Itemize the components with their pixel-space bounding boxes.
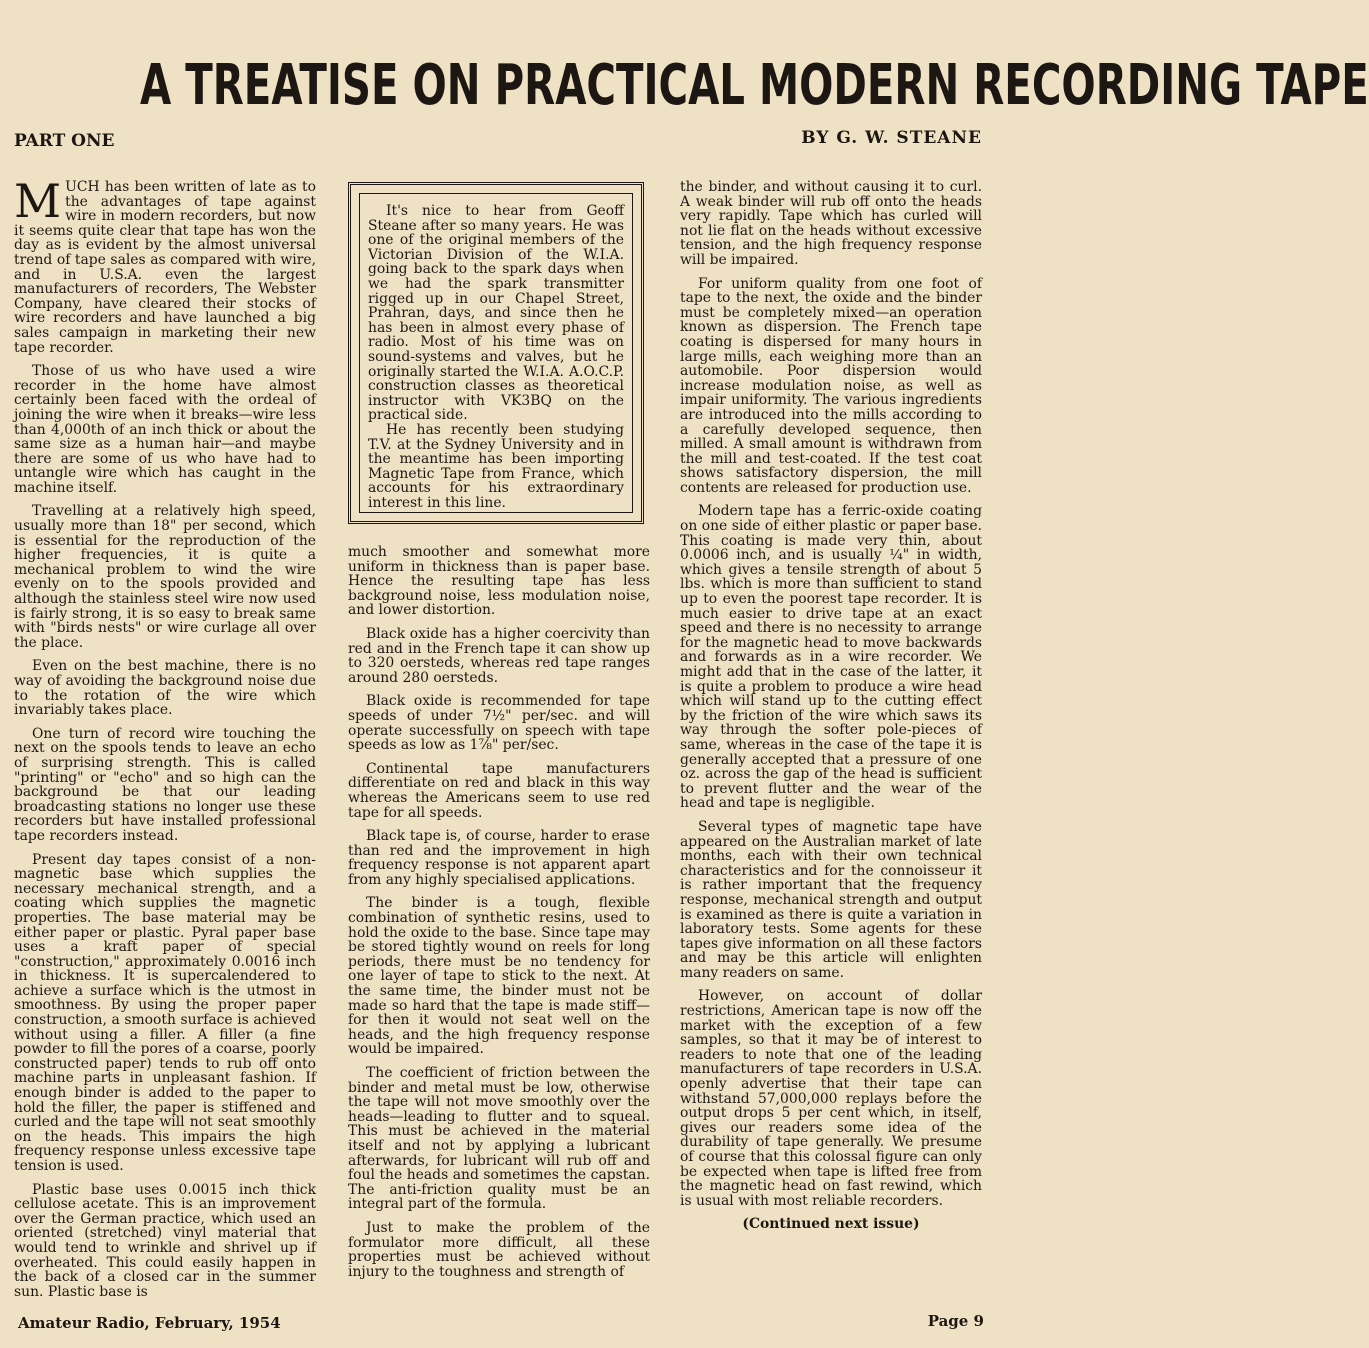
continued-notice: (Continued next issue) xyxy=(742,1216,920,1233)
paragraph: much smoother and somewhat more uniform in thickness than is paper base. Hence the resulting tape has less background noise, less modulation noise, and lower distortion. xyxy=(348,544,650,619)
editor-note-box xyxy=(348,182,644,524)
paragraph: MUCH has been written of late as to the advantages of tape against wire in modern recorders, but now it seems quite clear that tape has won the day as is evident by the almost universal trend of tape sales as compared with wire, and in U.S.A. even the largest manufacturers of recorders, The Webster Company, have cleared their stocks of wire recorders and have launched a big sales campaign in marketing their new tape recorder. xyxy=(14,174,316,356)
article-title: A TREATISE ON PRACTICAL MODERN RECORDING TAPE xyxy=(140,53,1369,118)
column-1 xyxy=(14,174,316,1308)
paragraph: The binder is a tough, flexible combination of synthetic resins, used to hold the oxide to the base. Since tape may be stored tightly wound on reels for long periods, there must be no tendency for one layer of tape to stick to the next. At the same time, the binder must not be made so hard that the tape is made stiff—for then it would not seat well on the heads, and the high frequency response would be impaired. xyxy=(348,895,650,1058)
paragraph: The coefficient of friction between the binder and metal must be low, otherwise the tape will not move smoothly over the heads—leading to flutter and to squeal. This must be achieved in the material itself and not by applying a lubricant afterwards, for lubricant will rub off and foul the heads and sometimes the capstan. The anti-friction quality must be an integral part of the formula. xyxy=(348,1065,650,1213)
paragraph: Black oxide has a higher coercivity than red and in the French tape it can show up to 320 oersteds, whereas red tape ranges around 280 oersteds. xyxy=(348,625,650,686)
paragraph: One turn of record wire touching the next on the spools tends to leave an echo of surprising strength. This is called "printing" or "echo" and so high can the background be that our leading broadcasting stations no longer use these recorders but have installed professional tape recorders instead. xyxy=(14,725,316,844)
paragraph: Present day tapes consist of a non-magnetic base which supplies the necessary mechanical strength, and a coating which supplies the magnetic properties. The base material may be either paper or plastic. Pyral paper base uses a kraft paper of special "construction," approximately 0.0016 inch in thickness. It is supercalendered to achieve a surface which is the utmost in smoothness. By using the proper paper construction, a smooth surface is achieved without using a filler. A filler (a fine powder to fill the pores of a coarse, poorly constructed paper) tends to rub off onto machine parts in unpleasant fashion. If enough binder is added to the paper to hold the filler, the paper is stiffened and curled and the tape will not seat smoothly on the heads. This impairs the high frequency response unless excessive tape tension is used. xyxy=(14,851,316,1174)
paragraph: the binder, and without causing it to curl. A weak binder will rub off onto the heads very rapidly. Tape which has curled will not lie flat on the heads without excessive tension, and the high frequency response will be impaired. xyxy=(680,179,982,268)
paragraph: Travelling at a relatively high speed, usually more than 18" per second, which is essential for the reproduction of the higher frequencies, it is quite a mechanical problem to wind the wire evenly on to the spools provided and although the stainless steel wire now used is fairly strong, it is so easy to break same with "birds nests" or wire curlage all over the place. xyxy=(14,503,316,651)
editor-note-paragraph: It's nice to hear from Geoff Steane after so many years. He was one of the original members of the Victorian Division of the W.I.A. going back to the spark days when we had the spark transmitter rigged up in our Chapel Street, Prahran, days, and since then he has been in almost every phase of radio. Most of his time was on sound-systems and valves, but he originally started the W.I.A. A.O.C.P. construction classes as theoretical instructor with VK3BQ on the practical side. xyxy=(368,203,624,424)
paragraph: Black tape is, of course, harder to erase than red and the improvement in high frequency response is not apparent apart from any highly specialised applications. xyxy=(348,828,650,888)
page-number: Page 9 xyxy=(927,1312,984,1330)
publication-footer: Amateur Radio, February, 1954 xyxy=(18,1314,281,1332)
editor-note-inner xyxy=(359,193,633,513)
column-2 xyxy=(348,545,650,1288)
paragraph: Plastic base uses 0.0015 inch thick cellulose acetate. This is an improvement over the German practice, which used an oriented (stretched) vinyl material that would tend to wrinkle and shrivel up if overheated. This could easily happen in the back of a closed car in the summer sun. Plastic base is xyxy=(14,1181,316,1300)
paragraph: Modern tape has a ferric-oxide coating on one side of either plastic or paper base. This coating is made very thin, about 0.0006 inch, and is usually ¼" in width, which gives a tensile strength of about 5 lbs. which is more than sufficient to stand up to even the poorest tape recorder. It is much easier to drive tape at an exact speed and there is no necessity to arrange for the magnetic head to move backwards and forwards as in a wire recorder. We might add that in the case of the latter, it is quite a problem to produce a wire head which will stand up to the cutting effect by the friction of the wire which saws its way through the softer pole-pieces of same, whereas in the case of the tape it is generally accepted that a pressure of one oz. across the gap of the head is sufficient to prevent flutter and the wear of the head and tape is negligible. xyxy=(680,503,982,812)
paragraph: However, on account of dollar restrictions, American tape is now off the market with the exception of a few samples, so that it may be of interest to readers to note that one of the leading manufacturers of tape recorders in U.S.A. openly advertise that their tape can withstand 57,000,000 replays before the output drops 5 per cent which, in itself, gives our readers some idea of the durability of tape generally. We presume of course that this colossal figure can only be expected when tape is lifted free from the magnetic head on fast rewind, which is usual with most reliable recorders. xyxy=(680,988,982,1209)
paragraph: Several types of magnetic tape have appeared on the Australian market of late months, each with their own technical characteristics and for the connoisseur it is rather important that the frequency response, mechanical strength and output is examined as there is quite a variation in laboratory tests. Some agents for these tapes give information on all these factors and may be this article will enlighten many readers on same. xyxy=(680,818,982,981)
column-3 xyxy=(680,180,982,1241)
part-label: PART ONE xyxy=(14,131,115,151)
drop-cap: M xyxy=(14,174,62,228)
paragraph: For uniform quality from one foot of tape to the next, the oxide and the binder must be completely mixed—an operation known as dispersion. The French tape coating is dispersed for many hours in large mills, each weighing more than an automobile. Poor dispersion would increase modulation noise, as well as impair uniformity. The various ingredients are introduced into the mills according to a carefully developed sequence, then milled. A small amount is withdrawn from the mill and test-coated. If the test coat shows satisfactory dispersion, the mill contents are released for production use. xyxy=(680,275,982,496)
editor-note-paragraph: He has recently been studying T.V. at the Sydney University and in the meantime has been importing Magnetic Tape from France, which accounts for his extraordinary interest in this line. xyxy=(368,421,624,511)
author-byline: BY G. W. STEANE xyxy=(801,128,982,148)
paragraph: Continental tape manufacturers differentiate on red and black in this way whereas the Americans seem to use red tape for all speeds. xyxy=(348,760,650,821)
paragraph: Black oxide is recommended for tape speeds of under 7½" per/sec. and will operate successfully on speech with tape speeds as low as 1⅞" per/sec. xyxy=(348,693,650,754)
paragraph: Just to make the problem of the formulator more difficult, all these properties must be achieved without injury to the toughness and strength of xyxy=(348,1219,650,1280)
paragraph: Those of us who have used a wire recorder in the home have almost certainly been faced with the ordeal of joining the wire when it breaks—wire less than 4,000th of an inch thick or about the same size as a human hair—and maybe there are some of us who have had to untangle wire which has caught in the machine itself. xyxy=(14,363,316,496)
paragraph: Even on the best machine, there is no way of avoiding the background noise due to the rotation of the wire which invariably takes place. xyxy=(14,658,316,719)
